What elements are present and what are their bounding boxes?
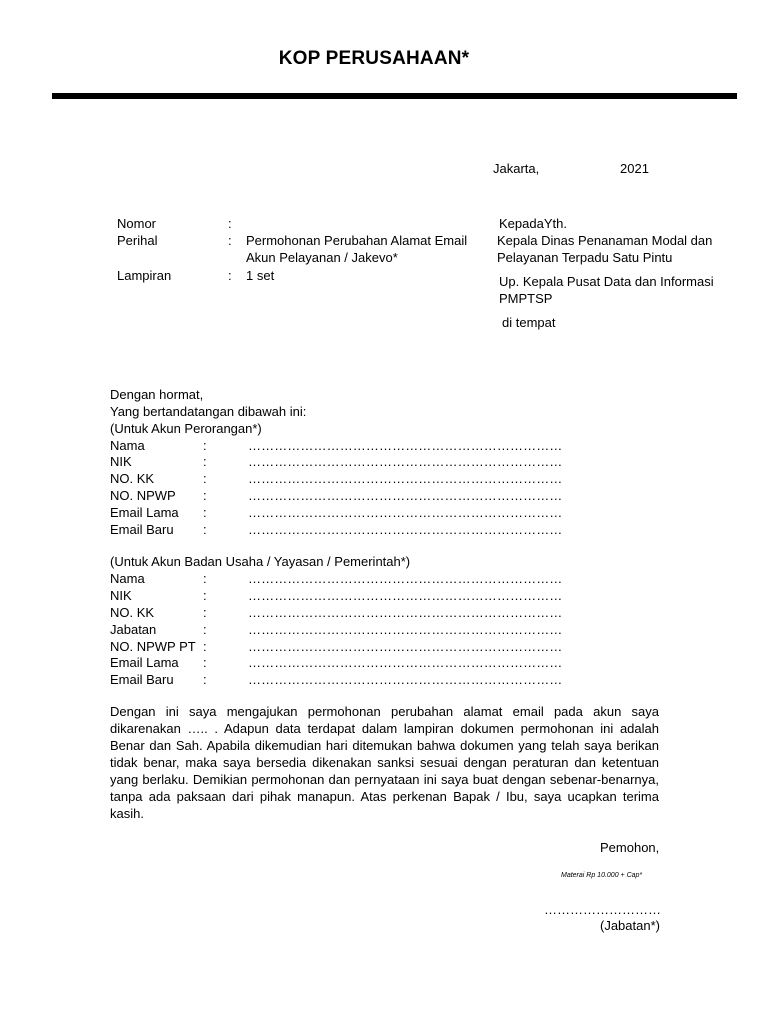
recipient-line3: Pelayanan Terpadu Satu Pintu xyxy=(497,250,673,265)
nomor-colon: : xyxy=(228,216,232,231)
recipient-line1: KepadaYth. xyxy=(499,216,567,231)
s1-colon-nama: : xyxy=(203,438,207,453)
section1-title: (Untuk Akun Perorangan*) xyxy=(110,421,262,436)
perihal-value-line1: Permohonan Perubahan Alamat Email xyxy=(246,233,468,248)
s2-colon-email-baru: : xyxy=(203,672,207,687)
section2-title: (Untuk Akun Badan Usaha / Yayasan / Pemerintah*) xyxy=(110,554,411,569)
lampiran-colon: : xyxy=(228,268,232,283)
perihal-label: Perihal xyxy=(117,233,158,248)
pemohon-label: Pemohon, xyxy=(600,840,660,855)
s2-fill-email-baru: ……………………………………………………………… xyxy=(248,672,563,687)
date-year: 2021 xyxy=(620,161,649,176)
s1-label-nama: Nama xyxy=(110,438,145,453)
s1-fill-nik: ……………………………………………………………… xyxy=(248,454,563,469)
greeting: Dengan hormat, xyxy=(110,387,204,402)
s1-label-no-npwp: NO. NPWP xyxy=(110,488,176,503)
recipient-line2: Kepala Dinas Penanaman Modal dan xyxy=(497,233,713,248)
lampiran-label: Lampiran xyxy=(117,268,172,283)
lampiran-value: 1 set xyxy=(246,268,275,283)
date-city: Jakarta, xyxy=(493,161,540,176)
s1-fill-email-baru: ……………………………………………………………… xyxy=(248,522,563,537)
s1-colon-email-lama: : xyxy=(203,505,207,520)
s2-colon-nik: : xyxy=(203,588,207,603)
s2-label-jabatan: Jabatan xyxy=(110,622,157,637)
s1-fill-no-kk: ……………………………………………………………… xyxy=(248,471,563,486)
s2-label-nik: NIK xyxy=(110,588,132,603)
jabatan-label: (Jabatan*) xyxy=(600,918,660,933)
materai-note: Materai Rp 10.000 + Cap* xyxy=(561,872,643,879)
s1-fill-no-npwp: ……………………………………………………………… xyxy=(248,488,563,503)
s1-colon-nik: : xyxy=(203,454,207,469)
s1-colon-no-npwp: : xyxy=(203,488,207,503)
closing-paragraph: Dengan ini saya mengajukan permohonan perubahan alamat email pada akun saya dikarenakan ….. . Adapun data terdapat dalam lampiran dokumen permohonan ini adalah Benar dan Sah. Apabila dikemudian hari ditemukan bahwa dokumen yang telah saya berikan tidak benar, maka saya bersedia dikenakan sanksi sesuai dengan peraturan dan ketentuan yang berlaku. Demikian permohonan dan pernyataan ini saya buat dengan sebenar-benarnya, tanpa ada paksaan dari pihak manapun. Atas perkenan Bapak / Ibu, saya ucapkan terima kasih. xyxy=(110,704,659,821)
s1-label-nik: NIK xyxy=(110,454,132,469)
intro: Yang bertandatangan dibawah ini: xyxy=(110,404,307,419)
s1-label-email-lama: Email Lama xyxy=(110,505,179,520)
s2-fill-email-lama: ……………………………………………………………… xyxy=(248,655,563,670)
s1-label-email-baru: Email Baru xyxy=(110,522,174,537)
recipient-line4: Up. Kepala Pusat Data dan Informasi xyxy=(499,274,714,289)
s2-colon-nama: : xyxy=(203,571,207,586)
s2-fill-nama: ……………………………………………………………… xyxy=(248,571,563,586)
s2-fill-no-kk: ……………………………………………………………… xyxy=(248,605,563,620)
s1-colon-no-kk: : xyxy=(203,471,207,486)
s2-fill-no-npwp-pt: ……………………………………………………………… xyxy=(248,639,563,654)
s1-colon-email-baru: : xyxy=(203,522,207,537)
letterhead-divider xyxy=(52,93,737,99)
signature-line: ……………………… xyxy=(544,902,661,917)
recipient-line5: PMPTSP xyxy=(499,291,553,306)
s1-fill-email-lama: ……………………………………………………………… xyxy=(248,505,563,520)
nomor-label: Nomor xyxy=(117,216,157,231)
s2-label-no-kk: NO. KK xyxy=(110,605,155,620)
recipient-line6: di tempat xyxy=(502,315,556,330)
s1-fill-nama: ……………………………………………………………… xyxy=(248,438,563,453)
perihal-value-line2: Akun Pelayanan / Jakevo* xyxy=(246,250,398,265)
s2-label-email-lama: Email Lama xyxy=(110,655,179,670)
s2-label-nama: Nama xyxy=(110,571,145,586)
s2-label-no-npwp-pt: NO. NPWP PT xyxy=(110,639,196,654)
s2-colon-no-kk: : xyxy=(203,605,207,620)
s2-colon-no-npwp-pt: : xyxy=(203,639,207,654)
s2-fill-nik: ……………………………………………………………… xyxy=(248,588,563,603)
s2-fill-jabatan: ……………………………………………………………… xyxy=(248,622,563,637)
s2-label-email-baru: Email Baru xyxy=(110,672,174,687)
s1-label-no-kk: NO. KK xyxy=(110,471,155,486)
s2-colon-email-lama: : xyxy=(203,655,207,670)
letterhead-title: KOP PERUSAHAAN* xyxy=(278,48,470,69)
perihal-colon: : xyxy=(228,233,232,248)
s2-colon-jabatan: : xyxy=(203,622,207,637)
